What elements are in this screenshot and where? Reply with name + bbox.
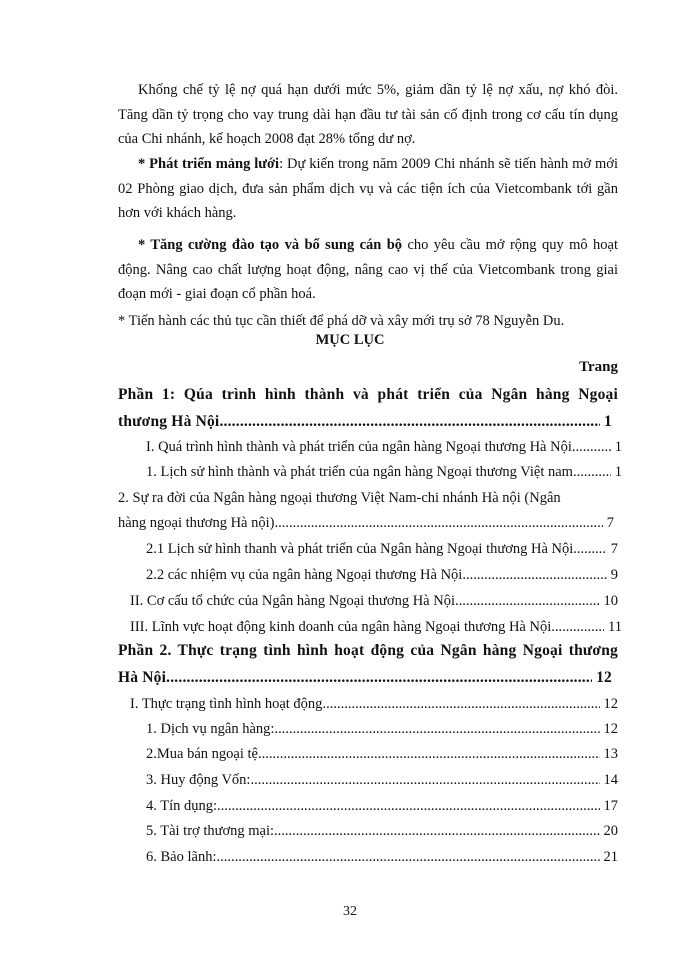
toc-part2-heading-cont[interactable]: Hà Nội ..... 12 [118, 666, 618, 690]
toc-title: MỤC LỤC [315, 332, 385, 348]
paragraph-headquarters: * Tiến hành các thủ tục cần thiết để phá dỡ và xây mới trụ sở 78 Nguyễn Du. [118, 313, 565, 329]
toc-entry[interactable]: 4. Tín dụng: ..... 17 [146, 794, 618, 818]
paragraph-training: * Tăng cường đào tạo và bổ sung cán bộ cho yêu cầu mở rộng quy mô hoạt động. Nâng cao chất lượng hoạt động, nâng cao vị thế của Vietcombank trong giai đoạn mới - giai đoạn cổ phần hoá. [118, 237, 618, 302]
toc-part1-heading-cont[interactable]: thương Hà Nội ..... 1 [118, 410, 618, 434]
toc-entry[interactable]: II. Cơ cấu tổ chức của Ngân hàng Ngoại thương Hà Nội ..... 10 [130, 589, 618, 613]
toc-entry[interactable]: I. Quá trình hình thành và phát triển của ngân hàng Ngoại thương Hà Nội ..... 1 [146, 435, 622, 459]
toc-entry[interactable]: hàng ngoại thương Hà nội) ..... 7 [118, 511, 614, 535]
toc-entry[interactable]: 3. Huy động Vốn: ..... 14 [146, 768, 618, 792]
toc-entry[interactable]: 2.2 các nhiệm vụ của ngân hàng Ngoại thương Hà Nội ..... 9 [146, 563, 618, 587]
toc-entry[interactable]: 2.1 Lịch sử hình thanh và phát triển của Ngân hàng Ngoại thương Hà Nội ..... 7 [146, 537, 618, 561]
toc-page-column-header: Trang [579, 359, 618, 375]
page-number: 32 [343, 904, 357, 919]
paragraph-credit-quality: Khống chế tỷ lệ nợ quá hạn dưới mức 5%, giảm dần tỷ lệ nợ xấu, nợ khó đòi. Tăng dần tỷ trọng cho vay trung dài hạn đầu tư tài sản cố định trong cơ cấu tín dụng của Chi nhánh, kế hoạch 2008 đạt 28% tổng dư nợ. [118, 82, 618, 147]
network-heading: * Phát triển mảng lưới [138, 156, 280, 172]
toc-entry[interactable]: 1. Dịch vụ ngân hàng: ..... 12 [146, 717, 618, 741]
toc-part2-heading[interactable]: Phần 2. Thực trạng tình hình hoạt động của Ngân hàng Ngoại thương [118, 642, 618, 659]
toc-entry[interactable]: 6. Bảo lãnh: ..... 21 [146, 845, 618, 869]
toc-entry[interactable]: 2. Sự ra đời của Ngân hàng ngoại thương Việt Nam-chi nhánh Hà nội (Ngân [118, 490, 561, 506]
toc-part1-heading[interactable]: Phần 1: Qúa trình hình thành và phát triển của Ngân hàng Ngoại [118, 386, 618, 403]
toc-entry[interactable]: III. Lĩnh vực hoạt động kinh doanh của ngân hàng Ngoại thương Hà Nội ..... 11 [130, 615, 622, 639]
toc-entry[interactable]: 2.Mua bán ngoại tệ ..... 13 [146, 742, 618, 766]
training-heading: * Tăng cường đào tạo và bổ sung cán bộ [138, 237, 403, 253]
toc-entry[interactable]: I. Thực trạng tình hình hoạt động ..... 12 [130, 692, 618, 716]
paragraph-network: * Phát triển mảng lưới: Dự kiến trong năm 2009 Chi nhánh sẽ tiến hành mở mới 02 Phòng giao dịch, đưa sản phẩm dịch vụ và các tiện ích của Vietcombank tới gần hơn với khách hàng. [118, 156, 618, 221]
toc-entry[interactable]: 1. Lịch sử hình thành và phát triển của ngân hàng Ngoại thương Việt nam ..... 1 [146, 460, 622, 484]
toc-entry[interactable]: 5. Tài trợ thương mại: ..... 20 [146, 819, 618, 843]
